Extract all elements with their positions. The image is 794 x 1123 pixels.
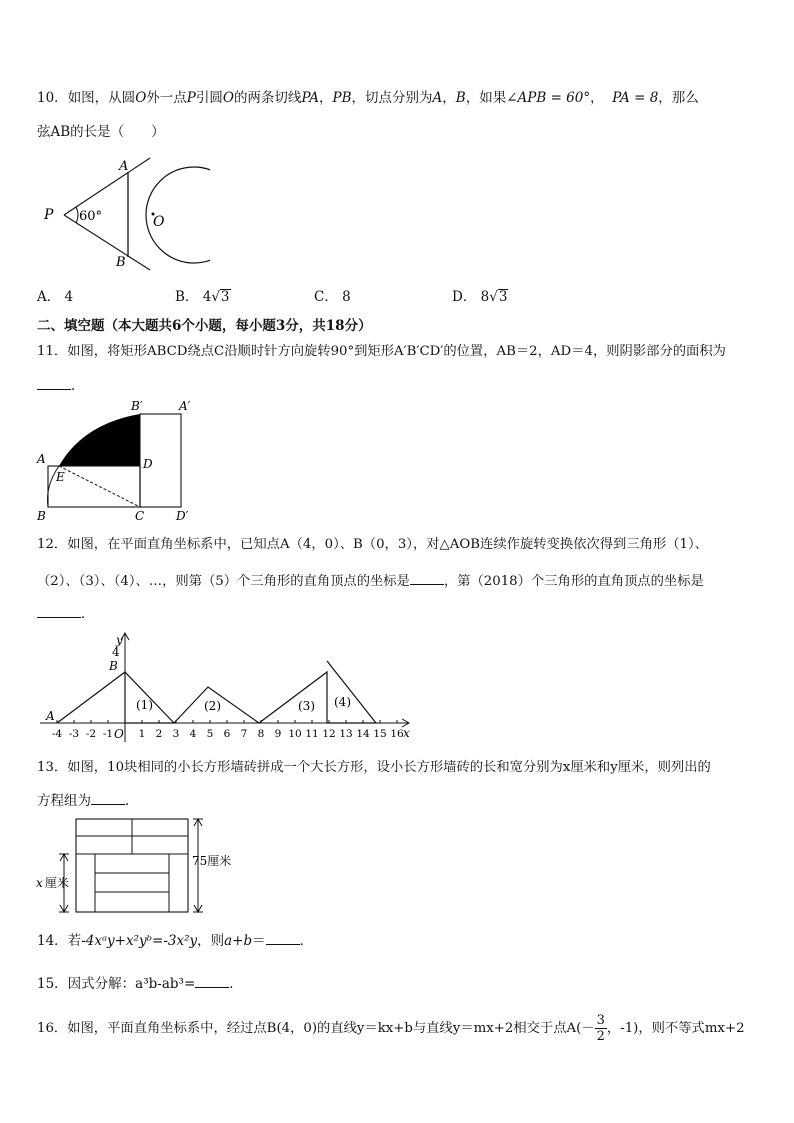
- x-axis-tick-label: 3: [172, 728, 180, 740]
- q13-line2: 方程组为 ．: [37, 790, 139, 811]
- q10-option-a: A． 4: [37, 289, 74, 305]
- q10-line2: 弦AB的长是（ ）: [37, 124, 165, 140]
- x-axis-tick-label: -1: [102, 728, 114, 740]
- fig11-Dp: D′: [176, 509, 189, 523]
- x-axis-tick-label: 14: [356, 728, 370, 740]
- q13-figure: [34, 814, 244, 918]
- fig11-D: D: [143, 457, 153, 471]
- q11-line1: 11．如图，将矩形ABCD绕点C沿顺时针方向旋转90°到矩形A′B′CD′的位置，AB＝2，AD＝4，则阴影部分的面积为: [37, 344, 726, 359]
- fig12-O: O: [114, 727, 124, 741]
- q16-line: 16．如图，平面直角坐标系中，经过点B(4，0)的直线y＝kx+b与直线y＝mx+2相交于点A(－ $\frac{3}{2}$ ，-1)，则不等式mx+2: [37, 1013, 745, 1044]
- x-axis-tick-label: 7: [240, 728, 248, 740]
- fig12-y: y: [116, 633, 123, 647]
- x-axis-tick-label: 8: [257, 728, 265, 740]
- fig10-A: A: [119, 159, 129, 174]
- fig12-x: x: [403, 726, 410, 740]
- q12-figure: [40, 632, 412, 744]
- fig12-A: A: [46, 709, 55, 723]
- x-axis-tick-label: 5: [206, 728, 214, 740]
- fig10-angle: 60°: [79, 209, 103, 224]
- x-axis-tick-label: 13: [339, 728, 353, 740]
- q12-blank-1: [410, 570, 444, 585]
- fig12-label-3: (3): [298, 699, 315, 713]
- q11-line2: ．: [37, 375, 85, 396]
- x-axis-tick-label: 12: [322, 728, 336, 740]
- fig13-x: x: [36, 876, 43, 890]
- q13-line1: 13．如图，10块相同的小长方形墙砖拼成一个大长方形，设小长方形墙砖的长和宽分别为x厘米和y厘米，则列出的: [37, 760, 711, 775]
- q14-line: 14．若-4xᵃy+x²yᵇ=-3x²y，则a+b＝ ．: [37, 930, 313, 951]
- q16-fraction: $\frac{3}{2}$: [596, 1013, 605, 1044]
- fig10-B: B: [116, 255, 126, 270]
- q12-line2: （2）、（3）、（4）、…，则第（5）个三角形的直角顶点的坐标是 ，第（2018）个三角形的直角顶点的坐标是: [37, 570, 704, 592]
- q10-option-c: C． 8: [314, 289, 351, 305]
- x-axis-tick-label: 11: [305, 728, 319, 740]
- fig11-Bp: B′: [131, 399, 143, 413]
- q13-blank: [91, 790, 125, 805]
- fig11-E: E: [56, 470, 65, 484]
- fig12-label-1: (1): [136, 698, 153, 712]
- x-axis-tick-label: -4: [51, 728, 63, 740]
- x-axis-tick-label: 16: [390, 728, 404, 740]
- fig11-Ap: A′: [179, 399, 191, 413]
- q15-line: 15．因式分解：a³b-ab³= ．: [37, 973, 243, 994]
- fig11-A: A: [37, 452, 46, 466]
- q10-figure: [40, 152, 210, 274]
- q12-line3: ．: [37, 603, 95, 624]
- q15-blank: [195, 973, 229, 988]
- x-axis-tick-label: 9: [274, 728, 282, 740]
- fig11-C: C: [135, 509, 145, 523]
- q10-line1: 10．如图，从圆O外一点P引圆O的两条切线PA，PB，切点分别为A，B，如果∠APB = 60°， PA = 8，那么: [37, 90, 699, 106]
- x-axis-tick-label: -3: [68, 728, 80, 740]
- q14-blank: [266, 930, 300, 945]
- q11-figure: [33, 398, 203, 526]
- x-axis-tick-label: 1: [138, 728, 146, 740]
- fig10-O: O: [153, 214, 165, 230]
- x-axis-tick-label: -2: [85, 728, 97, 740]
- q10-option-d: D． 8√3: [452, 289, 508, 305]
- fig12-label-4: (4): [334, 695, 351, 709]
- q11-blank: [37, 375, 71, 390]
- section-2-title: 二、填空题（本大题共6个小题，每小题3分，共18分）: [37, 318, 372, 334]
- x-axis-tick-label: 15: [373, 728, 387, 740]
- x-axis-tick-label: 6: [223, 728, 231, 740]
- x-axis-tick-label: 10: [288, 728, 302, 740]
- fig13-unit: 厘米: [45, 876, 70, 890]
- fig12-four: 4: [112, 645, 120, 659]
- x-axis-tick-label: 2: [155, 728, 163, 740]
- fig11-B: B: [37, 509, 46, 523]
- fig10-P: P: [44, 207, 54, 223]
- fig12-label-2: (2): [204, 699, 221, 713]
- q10-option-b: B． 4√3: [175, 289, 230, 305]
- fig13-height: 75厘米: [192, 854, 232, 868]
- q12-line1: 12．如图，在平面直角坐标系中，已知点A（4，0）、B（0，3），对△AOB连续作旋转变换依次得到三角形（1）、: [37, 537, 708, 552]
- q12-blank-2: [37, 603, 81, 618]
- x-axis-tick-label: 4: [189, 728, 197, 740]
- fig12-B: B: [109, 659, 118, 673]
